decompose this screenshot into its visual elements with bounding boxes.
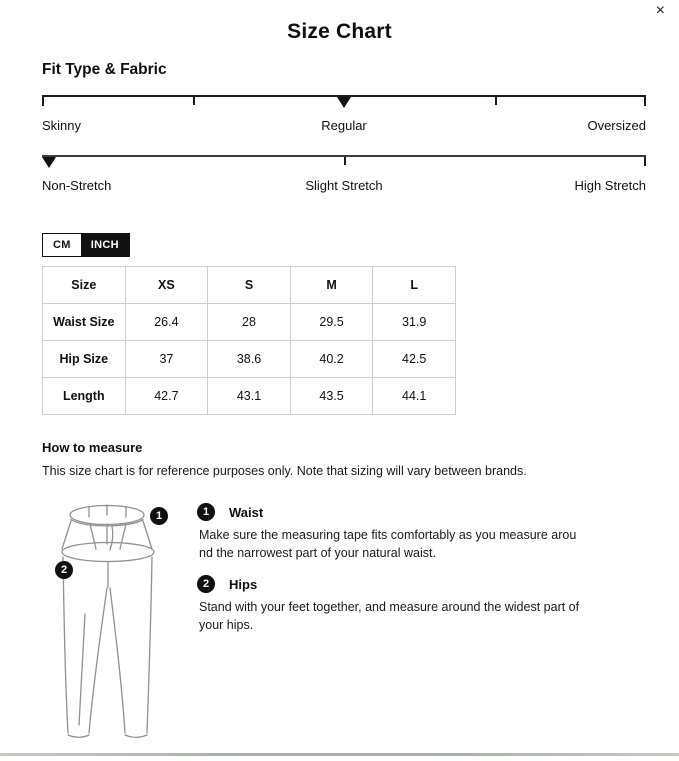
row-label: Waist Size: [43, 304, 126, 341]
desc-line: nd the narrowest part of your natural waist.: [199, 545, 436, 560]
desc-line: Stand with your feet together, and measure around the widest part of: [199, 600, 580, 614]
item-1-badge: 1: [197, 503, 215, 521]
fit-label-oversized: Oversized: [587, 118, 646, 133]
close-icon[interactable]: ×: [652, 0, 669, 22]
table-cell: 42.5: [373, 341, 456, 378]
item-2-label: Hips: [229, 576, 258, 592]
table-header-cell: XS: [125, 267, 208, 304]
scale-tick: [644, 157, 646, 166]
table-cell: 29.5: [290, 304, 373, 341]
scale-tick: [344, 157, 346, 165]
stretch-scale: [42, 155, 646, 171]
fit-label-skinny: Skinny: [42, 118, 82, 133]
table-header-cell: L: [373, 267, 456, 304]
page-title: Size Chart: [287, 20, 392, 43]
table-cell: 37: [125, 341, 208, 378]
item-2-description: [199, 599, 669, 634]
row-label: Length: [43, 378, 126, 415]
table-header-cell: Size: [43, 267, 126, 304]
item-2-badge: 2: [197, 575, 215, 593]
table-row: [43, 378, 456, 415]
row-label: Hip Size: [43, 341, 126, 378]
fit-type-heading: Fit Type & Fabric: [42, 61, 167, 78]
table-row: [43, 341, 456, 378]
stretch-scale-labels: [42, 178, 646, 194]
bottom-divider: [0, 753, 679, 756]
scale-tick: [42, 97, 44, 106]
item-1-label: Waist: [229, 504, 264, 520]
table-header-cell: M: [290, 267, 373, 304]
table-cell: 26.4: [125, 304, 208, 341]
stretch-label-non: Non-Stretch: [42, 178, 112, 193]
diagram-marker-1: 1: [150, 507, 168, 525]
table-cell: 40.2: [290, 341, 373, 378]
desc-line: Make sure the measuring tape fits comfortably as you measure arou: [199, 528, 577, 542]
item-1-description: [199, 527, 669, 562]
table-cell: 44.1: [373, 378, 456, 415]
stretch-label-slight: Slight Stretch: [305, 178, 383, 193]
measure-item-hips: [197, 575, 257, 593]
table-cell: 28: [208, 304, 291, 341]
measure-item-waist: [197, 503, 263, 521]
inch-button[interactable]: INCH: [81, 234, 129, 256]
table-row: [43, 304, 456, 341]
cm-button[interactable]: CM: [43, 234, 81, 256]
scale-tick: [193, 97, 195, 105]
unit-toggle: [42, 233, 130, 257]
table-cell: 42.7: [125, 378, 208, 415]
table-cell: 31.9: [373, 304, 456, 341]
desc-line: your hips.: [199, 617, 254, 632]
table-cell: 38.6: [208, 341, 291, 378]
pants-diagram: [30, 492, 200, 747]
table-cell: 43.5: [290, 378, 373, 415]
fit-type-scale: [42, 95, 646, 111]
fit-scale-labels: [42, 118, 646, 134]
fit-marker-icon: [337, 97, 351, 108]
measure-note: This size chart is for reference purposes only. Note that sizing will vary between brands.: [42, 464, 527, 478]
scale-tick: [495, 97, 497, 105]
table-header-cell: S: [208, 267, 291, 304]
fit-label-regular: Regular: [321, 118, 367, 133]
how-to-measure-heading: How to measure: [42, 440, 143, 455]
scale-tick: [644, 97, 646, 106]
stretch-marker-icon: [42, 157, 56, 168]
table-cell: 43.1: [208, 378, 291, 415]
table-header-row: [43, 267, 456, 304]
stretch-label-high: High Stretch: [574, 178, 646, 193]
size-table: [42, 266, 456, 415]
diagram-marker-2: 2: [55, 561, 73, 579]
